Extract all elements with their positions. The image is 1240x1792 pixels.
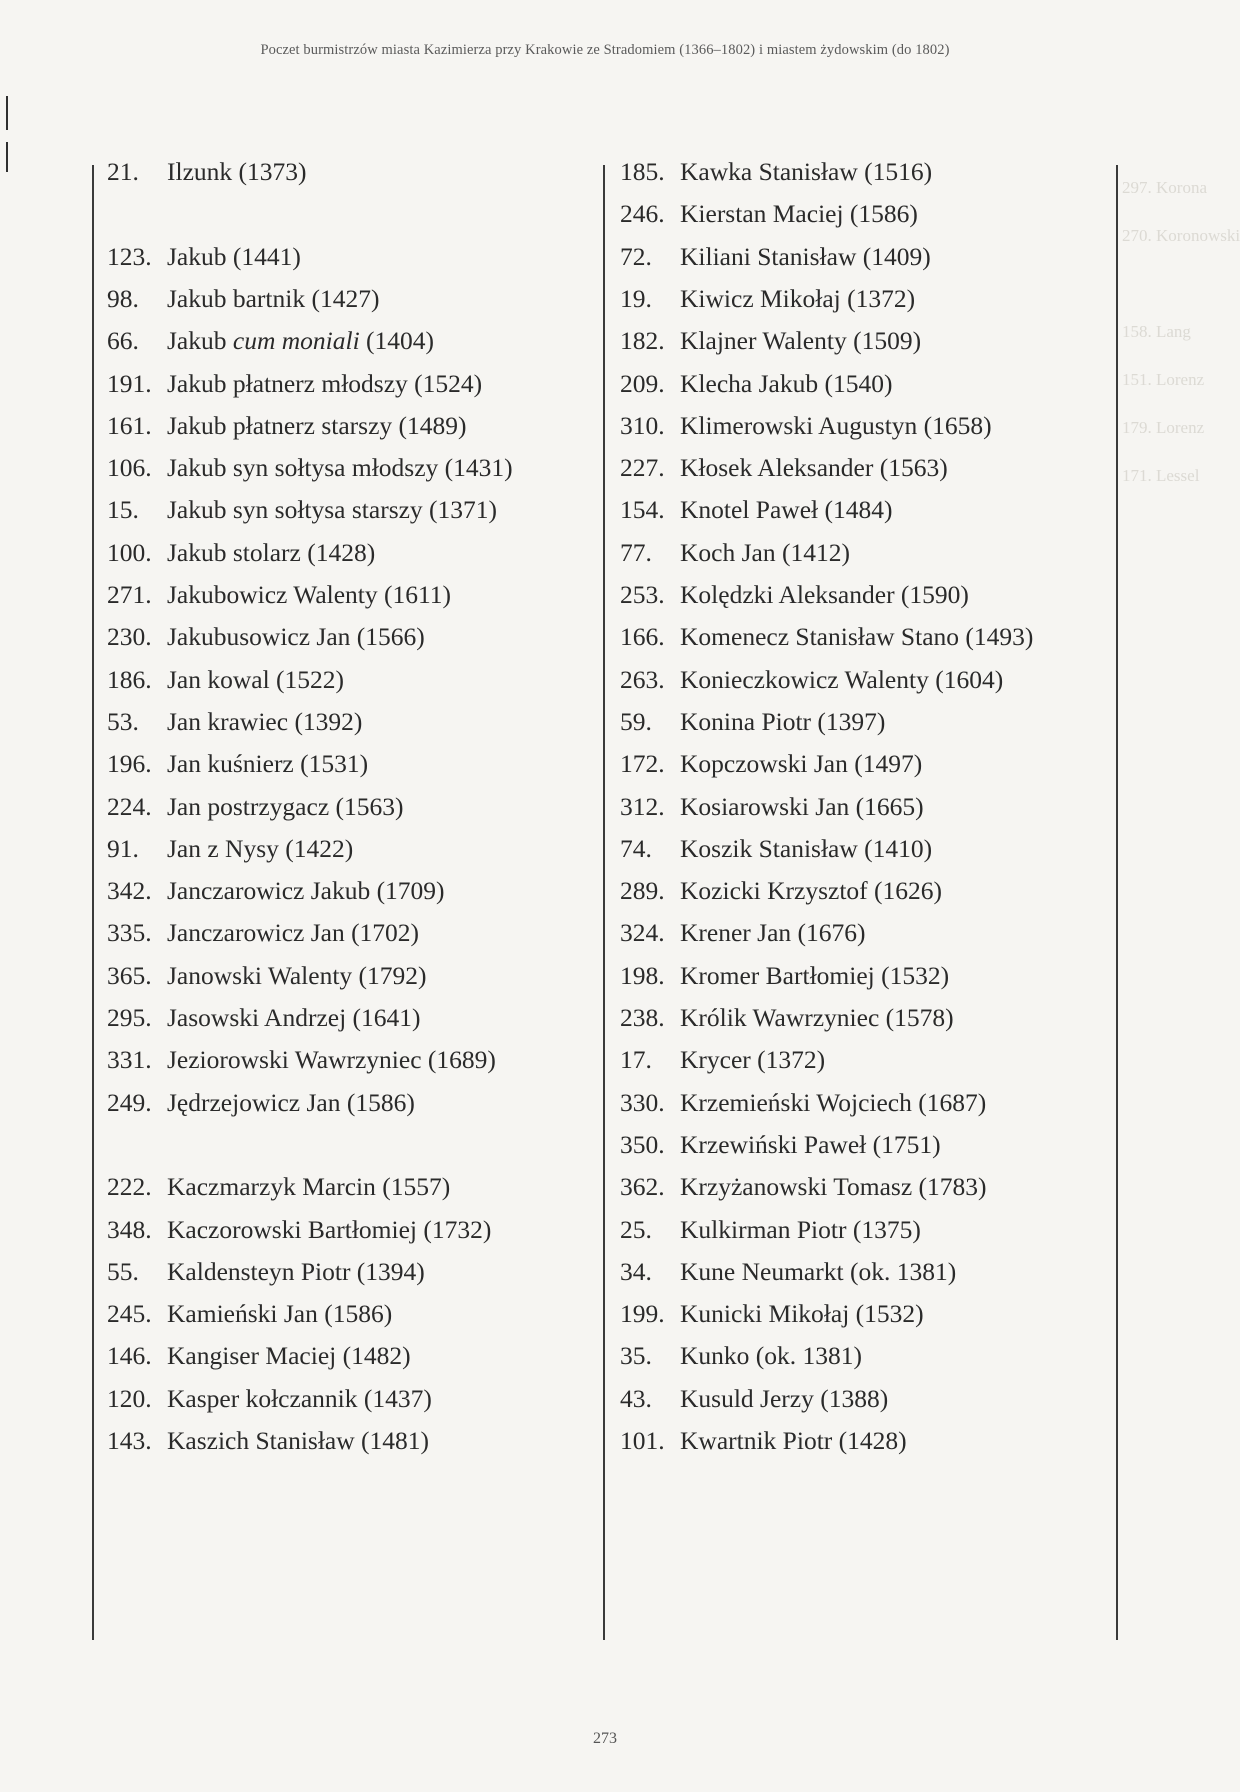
entry-number: 123. bbox=[107, 241, 152, 271]
entry-name: Kasper kołczannik (1437) bbox=[167, 1383, 432, 1413]
page-number: 273 bbox=[593, 1730, 617, 1747]
entry-name: Krener Jan (1676) bbox=[680, 918, 866, 948]
entry-number: 186. bbox=[107, 664, 152, 694]
entry-name: Kawka Stanisław (1516) bbox=[680, 157, 933, 186]
entry-number: 224. bbox=[107, 791, 152, 821]
entry-number: 154. bbox=[620, 495, 665, 525]
entry-name: Kopczowski Jan (1497) bbox=[680, 749, 923, 779]
left-edge-mark bbox=[6, 96, 8, 130]
entry-name: Kłosek Aleksander (1563) bbox=[680, 453, 948, 483]
entry-number: 238. bbox=[620, 1003, 665, 1032]
entry-number: 166. bbox=[620, 622, 665, 652]
entry-number: 249. bbox=[107, 1087, 152, 1117]
entry-name: Koszik Stanisław (1410) bbox=[680, 833, 933, 863]
entry-number: 25. bbox=[620, 1214, 652, 1244]
entry-number: 19. bbox=[620, 283, 652, 313]
entry-number: 15. bbox=[107, 495, 139, 525]
entry-number: 199. bbox=[620, 1299, 665, 1329]
entry-number: 66. bbox=[107, 326, 139, 356]
entry-name: Klecha Jakub (1540) bbox=[680, 368, 893, 398]
entry-number: 53. bbox=[107, 706, 139, 736]
entry-name bbox=[167, 321, 434, 361]
entry-number: 271. bbox=[107, 580, 152, 609]
entry-name: Kiliani Stanisław (1409) bbox=[680, 241, 931, 271]
entry-name: Jeziorowski Wawrzyniec (1689) bbox=[167, 1045, 496, 1075]
entry-name: Janczarowicz Jakub (1709) bbox=[167, 876, 445, 906]
entry-name: Janczarowicz Jan (1702) bbox=[167, 918, 420, 948]
entry-name: Jan kowal (1522) bbox=[167, 664, 345, 694]
entry-name: Kaszich Stanisław (1481) bbox=[167, 1426, 430, 1455]
entry-number: 230. bbox=[107, 622, 152, 652]
entry-name: Jakub bartnik (1427) bbox=[167, 283, 380, 313]
entry-name-italic: cum moniali bbox=[232, 326, 360, 356]
entry-name: Krzemieński Wojciech (1687) bbox=[680, 1087, 987, 1117]
entry-number: 185. bbox=[620, 157, 665, 186]
entry-number: 196. bbox=[107, 749, 152, 779]
entry-number: 72. bbox=[620, 241, 652, 271]
entry-name: Koch Jan (1412) bbox=[680, 537, 850, 567]
entry-name: Kusuld Jerzy (1388) bbox=[680, 1383, 889, 1413]
left-border bbox=[92, 165, 94, 1640]
center-divider bbox=[603, 165, 605, 1640]
left-edge-mark bbox=[6, 142, 8, 172]
entry-number: 198. bbox=[620, 960, 665, 990]
entry-number: 245. bbox=[107, 1299, 152, 1329]
entry-number: 172. bbox=[620, 749, 665, 779]
entry-name: Ilzunk (1373) bbox=[167, 157, 307, 186]
entry-name: Krycer (1372) bbox=[680, 1045, 826, 1075]
entry-name: Kulkirman Piotr (1375) bbox=[680, 1214, 921, 1244]
entry-number: 222. bbox=[107, 1172, 152, 1202]
entry-name: Kune Neumarkt (ok. 1381) bbox=[680, 1256, 957, 1286]
entry-name: Kunko (ok. 1381) bbox=[680, 1341, 863, 1371]
entry-name: Kaldensteyn Piotr (1394) bbox=[167, 1256, 425, 1286]
entry-number: 98. bbox=[107, 283, 139, 313]
entry-name: Kunicki Mikołaj (1532) bbox=[680, 1299, 924, 1329]
entry-name: Jakub syn sołtysa młodszy (1431) bbox=[167, 453, 513, 483]
entry-number: 289. bbox=[620, 876, 665, 906]
entry-name: Kaczorowski Bartłomiej (1732) bbox=[167, 1214, 492, 1244]
entry-number: 182. bbox=[620, 326, 665, 356]
entry-name: Królik Wawrzyniec (1578) bbox=[680, 1003, 954, 1032]
entry-number: 77. bbox=[620, 537, 652, 567]
entry-name: Kierstan Maciej (1586) bbox=[680, 199, 918, 229]
entry-name: Jakubusowicz Jan (1566) bbox=[167, 622, 425, 652]
entry-number: 74. bbox=[620, 833, 652, 863]
entry-name-suffix: (1404) bbox=[366, 326, 435, 356]
entry-number: 312. bbox=[620, 791, 665, 821]
entry-number: 17. bbox=[620, 1045, 652, 1075]
entry-number: 91. bbox=[107, 833, 139, 863]
entry-number: 350. bbox=[620, 1129, 665, 1159]
entry-number: 191. bbox=[107, 368, 152, 398]
entry-number: 55. bbox=[107, 1256, 139, 1286]
entry-name: Jakubowicz Walenty (1611) bbox=[167, 580, 452, 609]
entry-name: Knotel Paweł (1484) bbox=[680, 495, 893, 525]
entry-number: 209. bbox=[620, 368, 665, 398]
entry-name: Kiwicz Mikołaj (1372) bbox=[680, 283, 916, 313]
entry-number: 331. bbox=[107, 1045, 152, 1075]
entry-name: Jan krawiec (1392) bbox=[167, 706, 363, 736]
entry-number: 246. bbox=[620, 199, 665, 229]
entry-number: 330. bbox=[620, 1087, 665, 1117]
entry-number: 365. bbox=[107, 960, 152, 990]
entry-name: Kaczmarzyk Marcin (1557) bbox=[167, 1172, 451, 1202]
entry-name: Jan kuśnierz (1531) bbox=[167, 749, 369, 779]
entry-name: Jakub syn sołtysa starszy (1371) bbox=[167, 495, 498, 525]
entry-number: 348. bbox=[107, 1214, 152, 1244]
entry-name: Klimerowski Augustyn (1658) bbox=[680, 410, 992, 440]
entry-name: Jakub płatnerz młodszy (1524) bbox=[167, 368, 483, 398]
entry-number: 362. bbox=[620, 1172, 665, 1202]
entry-name: Komenecz Stanisław Stano (1493) bbox=[680, 622, 1034, 652]
entry-name: Jędrzejowicz Jan (1586) bbox=[167, 1087, 415, 1117]
entry-name: Jakub płatnerz starszy (1489) bbox=[167, 410, 467, 440]
entry-name: Konieczkowicz Walenty (1604) bbox=[680, 664, 1004, 694]
entry-name: Kolędzki Aleksander (1590) bbox=[680, 580, 969, 609]
entry-name: Krzewiński Paweł (1751) bbox=[680, 1129, 941, 1159]
entry-number: 43. bbox=[620, 1383, 652, 1413]
entry-number: 161. bbox=[107, 410, 152, 440]
entry-name: Jan postrzygacz (1563) bbox=[167, 791, 404, 821]
entry-number: 146. bbox=[107, 1341, 152, 1371]
entry-number: 143. bbox=[107, 1426, 152, 1455]
entry-name: Jan z Nysy (1422) bbox=[167, 833, 354, 863]
entry-name: Kangiser Maciej (1482) bbox=[167, 1341, 411, 1371]
entry-name: Jakub (1441) bbox=[167, 241, 301, 271]
entry-name: Kosiarowski Jan (1665) bbox=[680, 791, 924, 821]
entry-number: 35. bbox=[620, 1341, 652, 1371]
index-list bbox=[92, 157, 1118, 1640]
entry-number: 295. bbox=[107, 1003, 152, 1032]
entry-number: 120. bbox=[107, 1383, 152, 1413]
entry-name: Klajner Walenty (1509) bbox=[680, 326, 922, 356]
entry-number: 227. bbox=[620, 453, 665, 483]
right-border bbox=[1116, 165, 1118, 1640]
entry-number: 263. bbox=[620, 664, 665, 694]
entry-name: Jasowski Andrzej (1641) bbox=[167, 1003, 421, 1032]
entry-number: 21. bbox=[107, 157, 139, 186]
entry-name: Konina Piotr (1397) bbox=[680, 706, 886, 736]
entry-name: Kozicki Krzysztof (1626) bbox=[680, 876, 942, 906]
entry-name: Kromer Bartłomiej (1532) bbox=[680, 960, 950, 990]
entry-name-text: Jakub bbox=[167, 326, 227, 356]
bleed-through: 297. Korona 270. Koronowski 158. Lang 151. Lorenz 179. Lorenz 171. Lessel bbox=[1122, 178, 1240, 485]
entry-number: 324. bbox=[620, 918, 665, 948]
entry-name: Krzyżanowski Tomasz (1783) bbox=[680, 1172, 987, 1202]
entry-number: 59. bbox=[620, 706, 652, 736]
entry-number: 335. bbox=[107, 918, 152, 948]
entry-number: 253. bbox=[620, 580, 665, 609]
entry-name: Jakub stolarz (1428) bbox=[167, 537, 376, 567]
entry-number: 310. bbox=[620, 410, 665, 440]
entry-number: 34. bbox=[620, 1256, 652, 1286]
entry-name: Kamieński Jan (1586) bbox=[167, 1299, 393, 1329]
entry-number: 101. bbox=[620, 1426, 665, 1455]
entry-number: 106. bbox=[107, 453, 152, 483]
entry-name: Kwartnik Piotr (1428) bbox=[680, 1426, 907, 1455]
running-head: Poczet burmistrzów miasta Kazimierza przy Krakowie ze Stradomiem (1366–1802) i miastem żydowskim (do 1802) bbox=[260, 42, 950, 58]
entry-number: 100. bbox=[107, 537, 152, 567]
entry-name: Janowski Walenty (1792) bbox=[167, 960, 427, 990]
entry-number: 342. bbox=[107, 876, 152, 906]
